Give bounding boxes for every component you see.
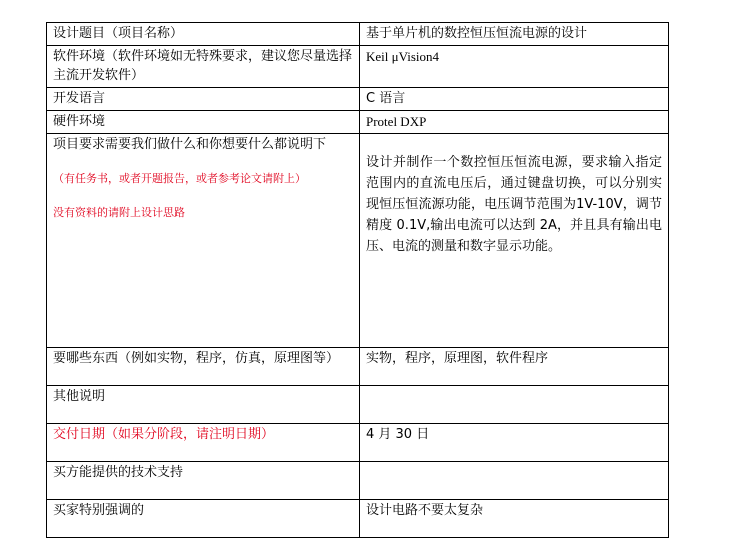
row-label-requirements: 项目要求需要我们做什么和你想要什么都说明下 — [53, 137, 327, 152]
requirements-table — [46, 22, 669, 538]
requirements-description: 设计并制作一个数控恒压恒流电源，要求输入指定范围内的直流电压后，通过键盘切换，可以分别实现恒压恒流源功能，电压调节范围为1V-10V，调节精度 0.1V,输出电流可以达到 2A，并且具有输出电压、电流的测量和数字显示功能。 — [366, 155, 662, 254]
row-label-requirements-cell — [47, 134, 360, 348]
table-row — [47, 23, 669, 46]
row-value-deliverables: 实物，程序，原理图，软件程序 — [360, 348, 669, 386]
table-row — [47, 386, 669, 424]
row-value-project-title: 基于单片机的数控恒压恒流电源的设计 — [360, 23, 669, 46]
row-label-project-title: 设计题目（项目名称） — [47, 23, 360, 46]
row-label-delivery-date: 交付日期（如果分阶段，请注明日期） — [47, 424, 360, 462]
row-value-dev-language: C 语言 — [360, 88, 669, 111]
table-row — [47, 134, 669, 348]
row-value-requirements-cell — [360, 134, 669, 348]
table-row — [47, 348, 669, 386]
table-row — [47, 111, 669, 134]
table-row — [47, 500, 669, 538]
row-value-hardware-env: Protel DXP — [360, 111, 669, 134]
row-label-software-env: 软件环境（软件环境如无特殊要求，建议您尽量选择主流开发软件） — [47, 46, 360, 88]
table-row — [47, 424, 669, 462]
attachment-note: （有任务书，或者开题报告，或者参考论文请附上） — [53, 172, 306, 185]
row-value-tech-support — [360, 462, 669, 500]
row-label-hardware-env: 硬件环境 — [47, 111, 360, 134]
table-row — [47, 88, 669, 111]
row-label-dev-language: 开发语言 — [47, 88, 360, 111]
row-value-software-env: Keil μVision4 — [360, 46, 669, 88]
design-idea-note: 没有资料的请附上设计思路 — [53, 206, 185, 219]
row-value-delivery-date: 4 月 30 日 — [360, 424, 669, 462]
row-label-tech-support: 买方能提供的技术支持 — [47, 462, 360, 500]
row-label-buyer-emphasis: 买家特别强调的 — [47, 500, 360, 538]
row-value-buyer-emphasis: 设计电路不要太复杂 — [360, 500, 669, 538]
row-label-deliverables: 要哪些东西（例如实物，程序，仿真，原理图等） — [47, 348, 360, 386]
row-label-other-notes: 其他说明 — [47, 386, 360, 424]
row-value-other-notes — [360, 386, 669, 424]
table-row — [47, 462, 669, 500]
table-row — [47, 46, 669, 88]
